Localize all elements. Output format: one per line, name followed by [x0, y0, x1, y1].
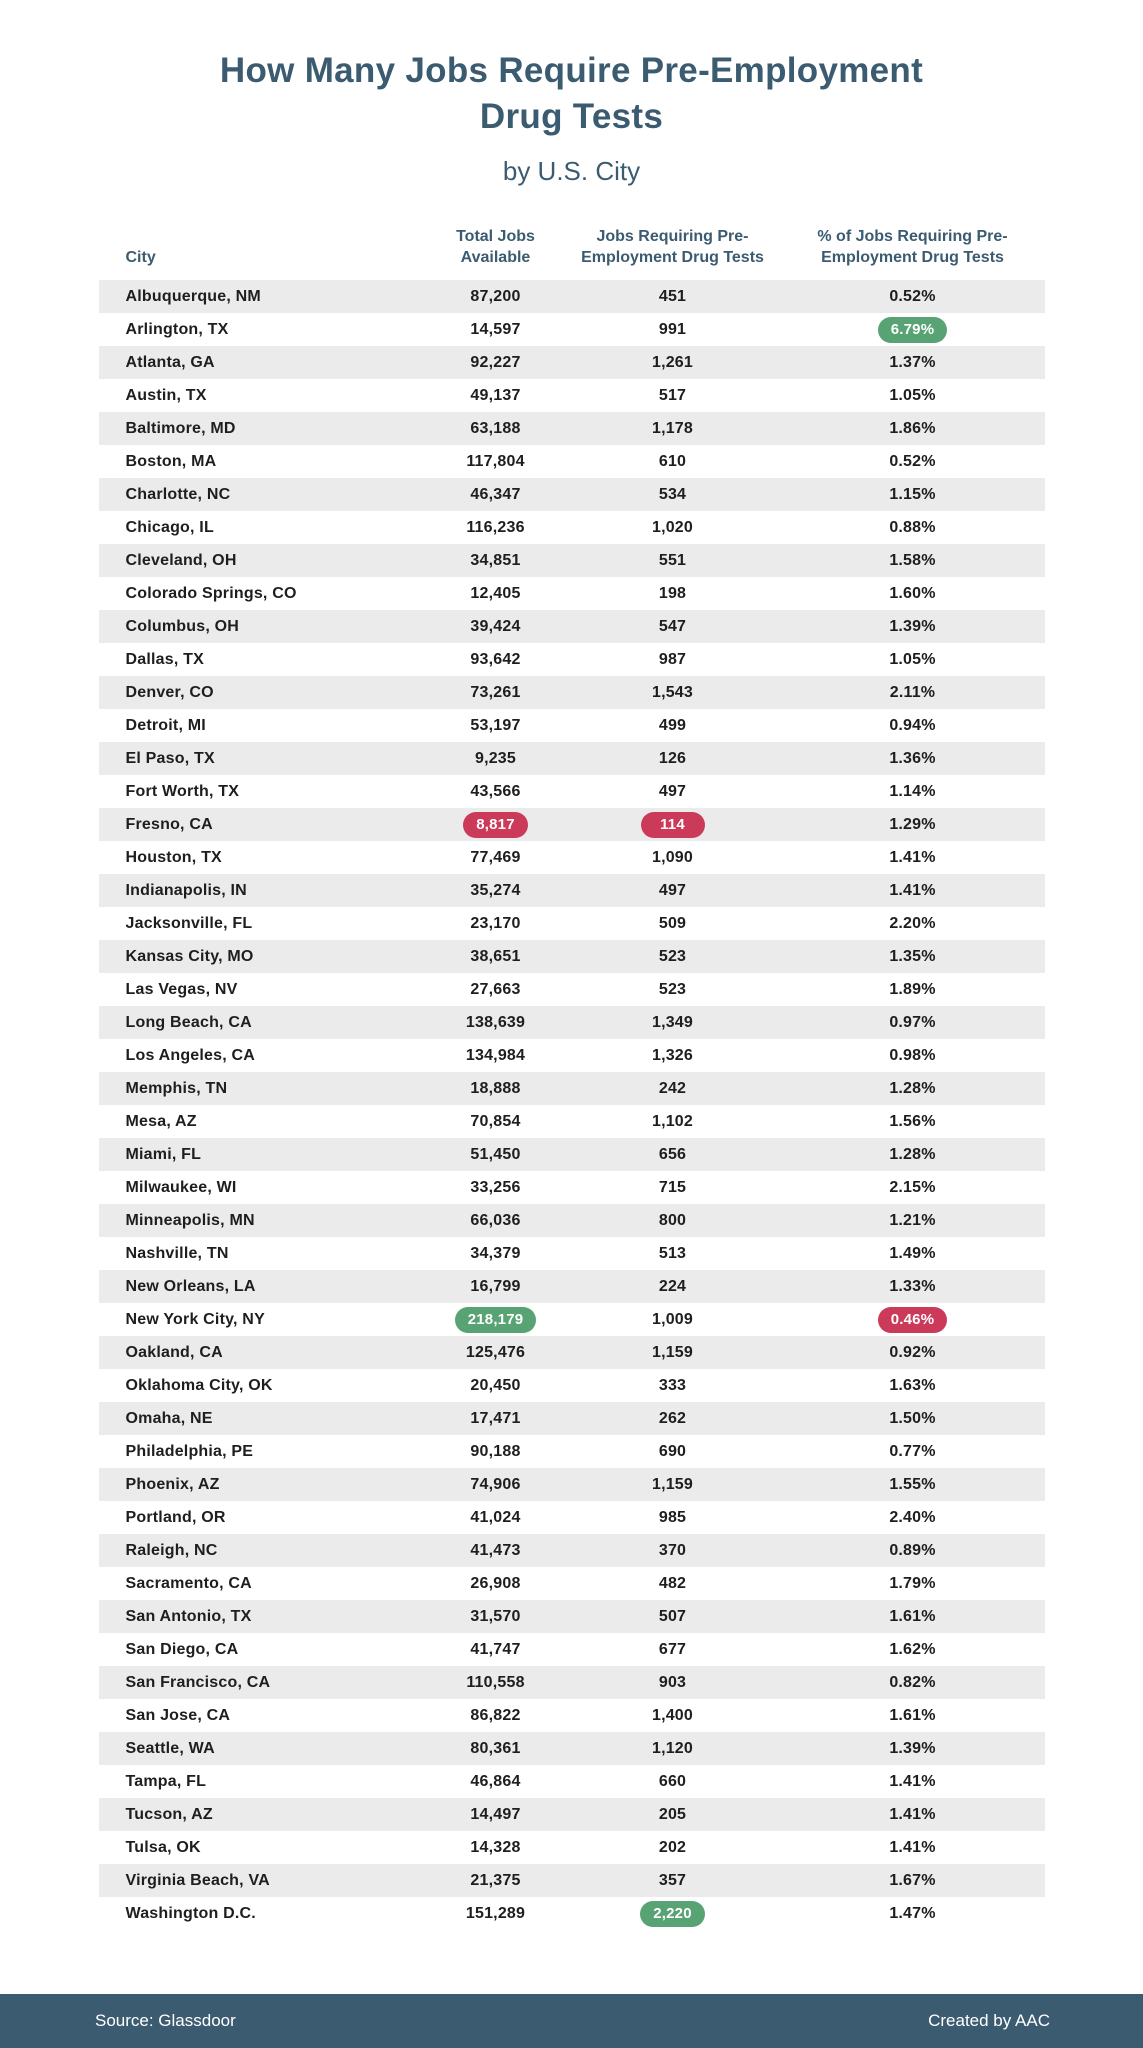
- cell-requiring: 660: [658, 1772, 687, 1790]
- cell-requiring: 370: [658, 1541, 687, 1559]
- cell-pct: 0.52%: [889, 287, 936, 305]
- cell-total: 110,558: [466, 1673, 525, 1691]
- cell-city: Virginia Beach, VA: [125, 1871, 270, 1889]
- cell-total: 16,799: [470, 1277, 521, 1295]
- table-row: [99, 412, 1045, 445]
- cell-requiring: 451: [658, 287, 687, 305]
- cell-requiring: 507: [658, 1607, 687, 1625]
- cell-city: Cleveland, OH: [125, 551, 237, 569]
- table-body: [99, 280, 1045, 1930]
- cell-requiring: 1,009: [651, 1310, 694, 1328]
- cell-pct: 1.61%: [889, 1607, 936, 1625]
- cell-total: 49,137: [470, 386, 521, 404]
- column-header-city: City: [125, 248, 156, 266]
- cell-total: 21,375: [470, 1871, 521, 1889]
- cell-pct: 0.52%: [889, 452, 936, 470]
- cell-requiring: 1,159: [651, 1343, 694, 1361]
- table-row: [99, 1369, 1045, 1402]
- cell-total: [427, 1307, 565, 1333]
- table-row: [99, 1270, 1045, 1303]
- creator-credit: Created by AAC: [928, 2011, 1050, 2030]
- cell-pct: 2.40%: [889, 1508, 936, 1526]
- cell-city: Denver, CO: [125, 683, 214, 701]
- cell-pct: 1.05%: [889, 650, 936, 668]
- cell-pct: 1.35%: [889, 947, 936, 965]
- table-row: [99, 1798, 1045, 1831]
- table-row: [99, 1765, 1045, 1798]
- cell-pct: [781, 1307, 1045, 1333]
- table-row: [99, 1171, 1045, 1204]
- table-row: [99, 511, 1045, 544]
- cell-total: 151,289: [465, 1904, 526, 1922]
- cell-requiring: 715: [658, 1178, 687, 1196]
- cell-pct: 1.58%: [889, 551, 936, 569]
- cell-pct: 0.98%: [889, 1046, 936, 1064]
- cell-pct: 2.20%: [889, 914, 936, 932]
- cell-city: Austin, TX: [125, 386, 207, 404]
- cell-total: 92,227: [470, 353, 521, 371]
- cell-pct: 1.05%: [889, 386, 936, 404]
- cell-pct: 1.41%: [889, 848, 936, 866]
- source-credit: Source: Glassdoor: [95, 2011, 236, 2030]
- cell-total: 125,476: [465, 1343, 526, 1361]
- cell-requiring: 357: [658, 1871, 687, 1889]
- table-row: [99, 1006, 1045, 1039]
- cell-total: 41,747: [470, 1640, 521, 1658]
- cell-requiring: 1,178: [651, 419, 694, 437]
- cell-city: Arlington, TX: [125, 320, 229, 338]
- cell-city: Omaha, NE: [125, 1409, 213, 1427]
- cell-total: 66,036: [470, 1211, 521, 1229]
- cell-pct: 1.21%: [889, 1211, 936, 1229]
- cell-total: 34,379: [470, 1244, 521, 1262]
- table-header-row: [99, 227, 1045, 280]
- cell-requiring: 517: [658, 386, 687, 404]
- cell-city: San Diego, CA: [125, 1640, 239, 1658]
- table-row: [99, 577, 1045, 610]
- table-row: [99, 478, 1045, 511]
- table-row: [99, 1105, 1045, 1138]
- cell-pct: 1.50%: [889, 1409, 936, 1427]
- table-row: [99, 1633, 1045, 1666]
- cell-pct: 1.28%: [889, 1079, 936, 1097]
- cell-requiring: 677: [658, 1640, 687, 1658]
- cell-city: Columbus, OH: [125, 617, 240, 635]
- cell-requiring: 333: [658, 1376, 687, 1394]
- table-row: [99, 1435, 1045, 1468]
- table-row: [99, 1501, 1045, 1534]
- column-header-total-jobs: Total Jobs Available: [456, 228, 535, 266]
- cell-city: Detroit, MI: [125, 716, 206, 734]
- cell-total: 38,651: [470, 947, 521, 965]
- table-row: [99, 1600, 1045, 1633]
- cell-city: Portland, OR: [125, 1508, 226, 1526]
- cell-city: Indianapolis, IN: [125, 881, 247, 899]
- column-header-jobs-requiring: Jobs Requiring Pre-Employment Drug Tests: [581, 228, 764, 266]
- cell-pct: 1.89%: [889, 980, 936, 998]
- cell-total: 33,256: [470, 1178, 521, 1196]
- table-row: [99, 874, 1045, 907]
- cell-total: 138,639: [465, 1013, 526, 1031]
- cell-requiring: 509: [658, 914, 687, 932]
- cell-pct: 1.41%: [889, 1772, 936, 1790]
- table-row: [99, 379, 1045, 412]
- table-row: [99, 1072, 1045, 1105]
- cell-city: Colorado Springs, CO: [125, 584, 297, 602]
- cell-total: 41,024: [470, 1508, 521, 1526]
- cell-city: Nashville, TN: [125, 1244, 229, 1262]
- cell-city: Phoenix, AZ: [125, 1475, 220, 1493]
- cell-requiring: 1,261: [651, 353, 694, 371]
- cell-city: San Antonio, TX: [125, 1607, 252, 1625]
- cell-total: 77,469: [470, 848, 521, 866]
- table-row: [99, 544, 1045, 577]
- cell-requiring: 551: [658, 551, 687, 569]
- cell-pct: 0.77%: [889, 1442, 936, 1460]
- cell-pct: 1.55%: [889, 1475, 936, 1493]
- table-row: [99, 775, 1045, 808]
- table-row: [99, 1138, 1045, 1171]
- cell-city: Tucson, AZ: [125, 1805, 213, 1823]
- cell-city: Mesa, AZ: [125, 1112, 197, 1130]
- cell-total: 134,984: [465, 1046, 526, 1064]
- cell-city: San Francisco, CA: [125, 1673, 271, 1691]
- cell-pct: 0.82%: [889, 1673, 936, 1691]
- cell-pct: 1.33%: [889, 1277, 936, 1295]
- cell-city: New York City, NY: [125, 1310, 265, 1328]
- table-row: [99, 610, 1045, 643]
- cell-total: 31,570: [470, 1607, 521, 1625]
- cell-pct: 0.94%: [889, 716, 936, 734]
- table-row: [99, 313, 1045, 346]
- cell-pct: [781, 317, 1045, 343]
- cell-city: Miami, FL: [125, 1145, 202, 1163]
- table-row: [99, 742, 1045, 775]
- cell-pct: 1.15%: [889, 485, 936, 503]
- cell-pct: 1.67%: [889, 1871, 936, 1889]
- cell-pct: 1.61%: [889, 1706, 936, 1724]
- cell-pct: 1.37%: [889, 353, 936, 371]
- cell-pct: 1.36%: [889, 749, 936, 767]
- cell-requiring: 497: [658, 782, 687, 800]
- cell-total: 116,236: [466, 518, 525, 536]
- cell-requiring: 126: [658, 749, 687, 767]
- cell-requiring: 202: [658, 1838, 687, 1856]
- table-row: [99, 1897, 1045, 1930]
- cell-pct: 2.15%: [889, 1178, 936, 1196]
- cell-pct: 1.41%: [889, 1838, 936, 1856]
- cell-total: 35,274: [470, 881, 521, 899]
- table-row: [99, 676, 1045, 709]
- cell-pct: 1.86%: [889, 419, 936, 437]
- cell-requiring: 1,102: [651, 1112, 694, 1130]
- cell-total: 12,405: [470, 584, 521, 602]
- cell-total: 26,908: [470, 1574, 521, 1592]
- cell-city: Fort Worth, TX: [125, 782, 240, 800]
- cell-total: 53,197: [470, 716, 521, 734]
- cell-requiring: 497: [658, 881, 687, 899]
- cell-city: Los Angeles, CA: [125, 1046, 256, 1064]
- cell-total: 51,450: [470, 1145, 521, 1163]
- cell-city: San Jose, CA: [125, 1706, 231, 1724]
- cell-city: Baltimore, MD: [125, 419, 236, 437]
- cell-total: 39,424: [470, 617, 521, 635]
- green-highlight-badge: 2,220: [640, 1901, 705, 1927]
- cell-city: Tampa, FL: [125, 1772, 207, 1790]
- cell-total: 63,188: [470, 419, 521, 437]
- cell-total: 9,235: [474, 749, 517, 767]
- cell-requiring: 513: [658, 1244, 687, 1262]
- cell-requiring: 523: [658, 947, 687, 965]
- footer-bar: [0, 1994, 1143, 2048]
- cell-requiring: 242: [658, 1079, 687, 1097]
- cell-city: Minneapolis, MN: [125, 1211, 255, 1229]
- table-row: [99, 1666, 1045, 1699]
- cell-total: 117,804: [466, 452, 525, 470]
- table-row: [99, 1831, 1045, 1864]
- cell-requiring: 987: [658, 650, 687, 668]
- cell-requiring: 1,326: [651, 1046, 694, 1064]
- cell-total: [427, 812, 565, 838]
- cell-requiring: 262: [658, 1409, 687, 1427]
- cell-pct: 0.97%: [889, 1013, 936, 1031]
- cell-requiring: 985: [658, 1508, 687, 1526]
- cell-city: Washington D.C.: [125, 1904, 256, 1922]
- cell-total: 14,328: [470, 1838, 521, 1856]
- red-highlight-badge: 8,817: [463, 812, 528, 838]
- table-row: [99, 1864, 1045, 1897]
- cell-pct: 1.63%: [889, 1376, 936, 1394]
- cell-city: Houston, TX: [125, 848, 222, 866]
- cell-total: 46,864: [470, 1772, 521, 1790]
- table-row: [99, 1567, 1045, 1600]
- cell-city: Dallas, TX: [125, 650, 204, 668]
- cell-requiring: 690: [658, 1442, 687, 1460]
- cell-city: Memphis, TN: [125, 1079, 228, 1097]
- cell-requiring: 198: [658, 584, 687, 602]
- cell-pct: 1.28%: [889, 1145, 936, 1163]
- cell-pct: 1.47%: [889, 1904, 936, 1922]
- table-row: [99, 907, 1045, 940]
- cell-city: Fresno, CA: [125, 815, 213, 833]
- cell-requiring: 482: [658, 1574, 687, 1592]
- cell-requiring: 1,159: [651, 1475, 694, 1493]
- cell-city: Kansas City, MO: [125, 947, 254, 965]
- table-row: [99, 1336, 1045, 1369]
- cell-requiring: 1,090: [651, 848, 694, 866]
- cell-pct: 1.39%: [889, 617, 936, 635]
- cell-pct: 1.41%: [889, 1805, 936, 1823]
- cell-total: 93,642: [470, 650, 521, 668]
- table-row: [99, 1402, 1045, 1435]
- table-row: [99, 643, 1045, 676]
- cell-requiring: 1,349: [651, 1013, 694, 1031]
- cell-total: 41,473: [470, 1541, 521, 1559]
- cell-city: Boston, MA: [125, 452, 217, 470]
- cell-total: 14,597: [470, 320, 521, 338]
- table-row: [99, 346, 1045, 379]
- cell-pct: 1.41%: [889, 881, 936, 899]
- cell-pct: 1.14%: [889, 782, 936, 800]
- cell-city: Oklahoma City, OK: [125, 1376, 273, 1394]
- cell-total: 34,851: [470, 551, 521, 569]
- table-row: [99, 445, 1045, 478]
- cell-total: 17,471: [470, 1409, 521, 1427]
- cell-requiring: 1,120: [651, 1739, 694, 1757]
- cell-pct: 1.79%: [889, 1574, 936, 1592]
- cell-city: Oakland, CA: [125, 1343, 223, 1361]
- cell-total: 43,566: [470, 782, 521, 800]
- cell-requiring: 1,400: [651, 1706, 694, 1724]
- table-row: [99, 973, 1045, 1006]
- cell-total: 70,854: [470, 1112, 521, 1130]
- cell-city: Sacramento, CA: [125, 1574, 252, 1592]
- cell-city: Albuquerque, NM: [125, 287, 261, 305]
- cell-city: Las Vegas, NV: [125, 980, 238, 998]
- cell-city: Charlotte, NC: [125, 485, 231, 503]
- cell-total: 46,347: [470, 485, 521, 503]
- table-row: [99, 1468, 1045, 1501]
- cell-city: Jacksonville, FL: [125, 914, 253, 932]
- table-row: [99, 280, 1045, 313]
- cell-pct: 1.62%: [889, 1640, 936, 1658]
- cell-pct: 0.88%: [889, 518, 936, 536]
- cell-city: Chicago, IL: [125, 518, 214, 536]
- cell-total: 90,188: [470, 1442, 521, 1460]
- table-row: [99, 1204, 1045, 1237]
- cell-pct: 0.92%: [889, 1343, 936, 1361]
- cell-city: Seattle, WA: [125, 1739, 215, 1757]
- drug-test-jobs-table: [99, 227, 1045, 1930]
- cell-total: 27,663: [470, 980, 521, 998]
- cell-pct: 1.49%: [889, 1244, 936, 1262]
- cell-city: El Paso, TX: [125, 749, 215, 767]
- cell-pct: 1.56%: [889, 1112, 936, 1130]
- cell-requiring: [565, 812, 781, 838]
- cell-requiring: 903: [658, 1673, 687, 1691]
- cell-total: 18,888: [470, 1079, 521, 1097]
- table-row: [99, 1039, 1045, 1072]
- cell-requiring: 1,543: [651, 683, 694, 701]
- cell-requiring: 1,020: [651, 518, 694, 536]
- cell-total: 87,200: [470, 287, 521, 305]
- cell-requiring: [565, 1901, 781, 1927]
- red-highlight-badge: 114: [641, 812, 705, 838]
- page-subtitle: by U.S. City: [502, 156, 641, 187]
- table-row: [99, 940, 1045, 973]
- table-row: [99, 709, 1045, 742]
- cell-total: 20,450: [470, 1376, 521, 1394]
- cell-total: 14,497: [470, 1805, 521, 1823]
- green-highlight-badge: 6.79%: [878, 317, 948, 343]
- page-title: How Many Jobs Require Pre-Employment Drug Tests: [219, 51, 924, 137]
- cell-pct: 1.29%: [889, 815, 936, 833]
- cell-total: 74,906: [470, 1475, 521, 1493]
- cell-total: 23,170: [470, 914, 521, 932]
- cell-requiring: 656: [658, 1145, 687, 1163]
- green-highlight-badge: 218,179: [455, 1307, 537, 1333]
- cell-pct: 1.60%: [889, 584, 936, 602]
- cell-city: Long Beach, CA: [125, 1013, 252, 1031]
- cell-requiring: 523: [658, 980, 687, 998]
- cell-pct: 2.11%: [889, 683, 936, 701]
- cell-total: 80,361: [470, 1739, 521, 1757]
- cell-city: Atlanta, GA: [125, 353, 215, 371]
- cell-requiring: 610: [658, 452, 687, 470]
- cell-city: Tulsa, OK: [125, 1838, 201, 1856]
- cell-total: 86,822: [470, 1706, 521, 1724]
- table-row: [99, 1699, 1045, 1732]
- cell-requiring: 534: [658, 485, 687, 503]
- cell-city: Raleigh, NC: [125, 1541, 218, 1559]
- red-highlight-badge: 0.46%: [878, 1307, 948, 1333]
- cell-city: Philadelphia, PE: [125, 1442, 254, 1460]
- cell-requiring: 800: [658, 1211, 687, 1229]
- table-row: [99, 1303, 1045, 1336]
- table-row: [99, 1732, 1045, 1765]
- table-row: [99, 1534, 1045, 1567]
- cell-pct: 1.39%: [889, 1739, 936, 1757]
- cell-requiring: 205: [658, 1805, 687, 1823]
- cell-city: New Orleans, LA: [125, 1277, 256, 1295]
- cell-city: Milwaukee, WI: [125, 1178, 237, 1196]
- cell-total: 73,261: [470, 683, 521, 701]
- table-row: [99, 1237, 1045, 1270]
- cell-requiring: 499: [658, 716, 687, 734]
- cell-requiring: 991: [658, 320, 687, 338]
- column-header-pct-requiring: % of Jobs Requiring Pre-Employment Drug Tests: [817, 228, 1008, 266]
- cell-requiring: 547: [658, 617, 687, 635]
- table-row: [99, 808, 1045, 841]
- cell-pct: 0.89%: [889, 1541, 936, 1559]
- table-row: [99, 841, 1045, 874]
- cell-requiring: 224: [658, 1277, 687, 1295]
